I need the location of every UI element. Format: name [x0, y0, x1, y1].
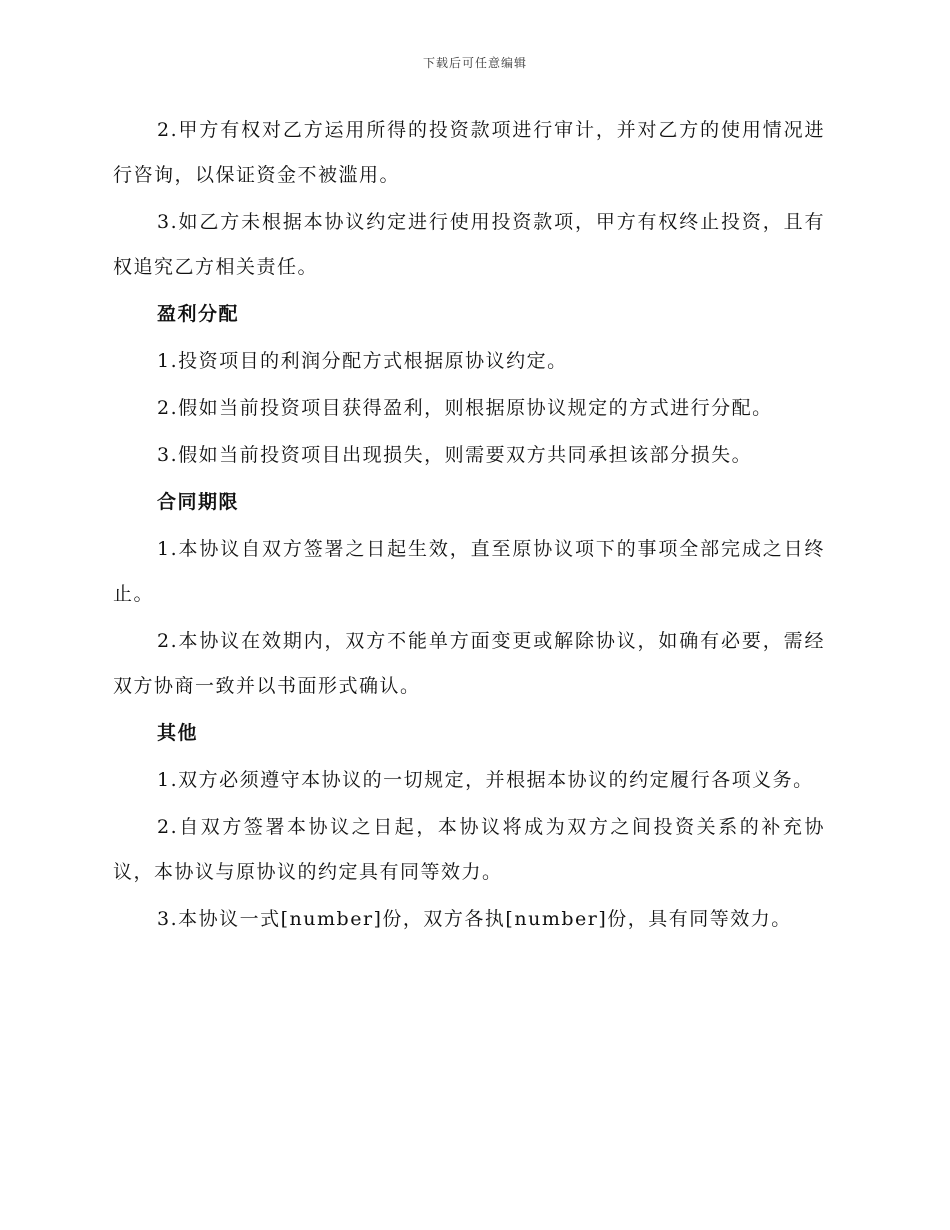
- paragraph-term-2: 2.本协议在效期内，双方不能单方面变更或解除协议，如确有必要，需经双方协商一致并以书面形式确认。: [113, 630, 825, 697]
- paragraph-audit-right: 2.甲方有权对乙方运用所得的投资款项进行审计，并对乙方的使用情况进行咨询，以保证资金不被滥用。: [113, 119, 825, 186]
- document-body: [113, 108, 825, 944]
- page-header: 下载后可任意编辑: [422, 56, 527, 70]
- heading-contract-term: 合同期限: [157, 491, 240, 513]
- paragraph-other-3: 3.本协议一式[number]份，双方各执[number]份，具有同等效力。: [157, 908, 792, 930]
- paragraph-profit-1: 1.投资项目的利润分配方式根据原协议约定。: [157, 350, 568, 372]
- paragraph-profit-3: 3.假如当前投资项目出现损失，则需要双方共同承担该部分损失。: [157, 444, 753, 466]
- paragraph-terminate-investment: 3.如乙方未根据本协议约定进行使用投资款项，甲方有权终止投资，且有权追究乙方相关责任。: [113, 211, 825, 278]
- paragraph-other-1: 1.双方必须遵守本协议的一切规定，并根据本协议的约定履行各项义务。: [157, 769, 814, 791]
- heading-profit-distribution: 盈利分配: [157, 303, 240, 325]
- paragraph-profit-2: 2.假如当前投资项目获得盈利，则根据原协议规定的方式进行分配。: [157, 397, 773, 419]
- paragraph-term-1: 1.本协议自双方签署之日起生效，直至原协议项下的事项全部完成之日终止。: [113, 538, 825, 605]
- paragraph-other-2: 2.自双方签署本协议之日起，本协议将成为双方之间投资关系的补充协议，本协议与原协议的约定具有同等效力。: [113, 816, 825, 883]
- heading-other: 其他: [157, 722, 199, 744]
